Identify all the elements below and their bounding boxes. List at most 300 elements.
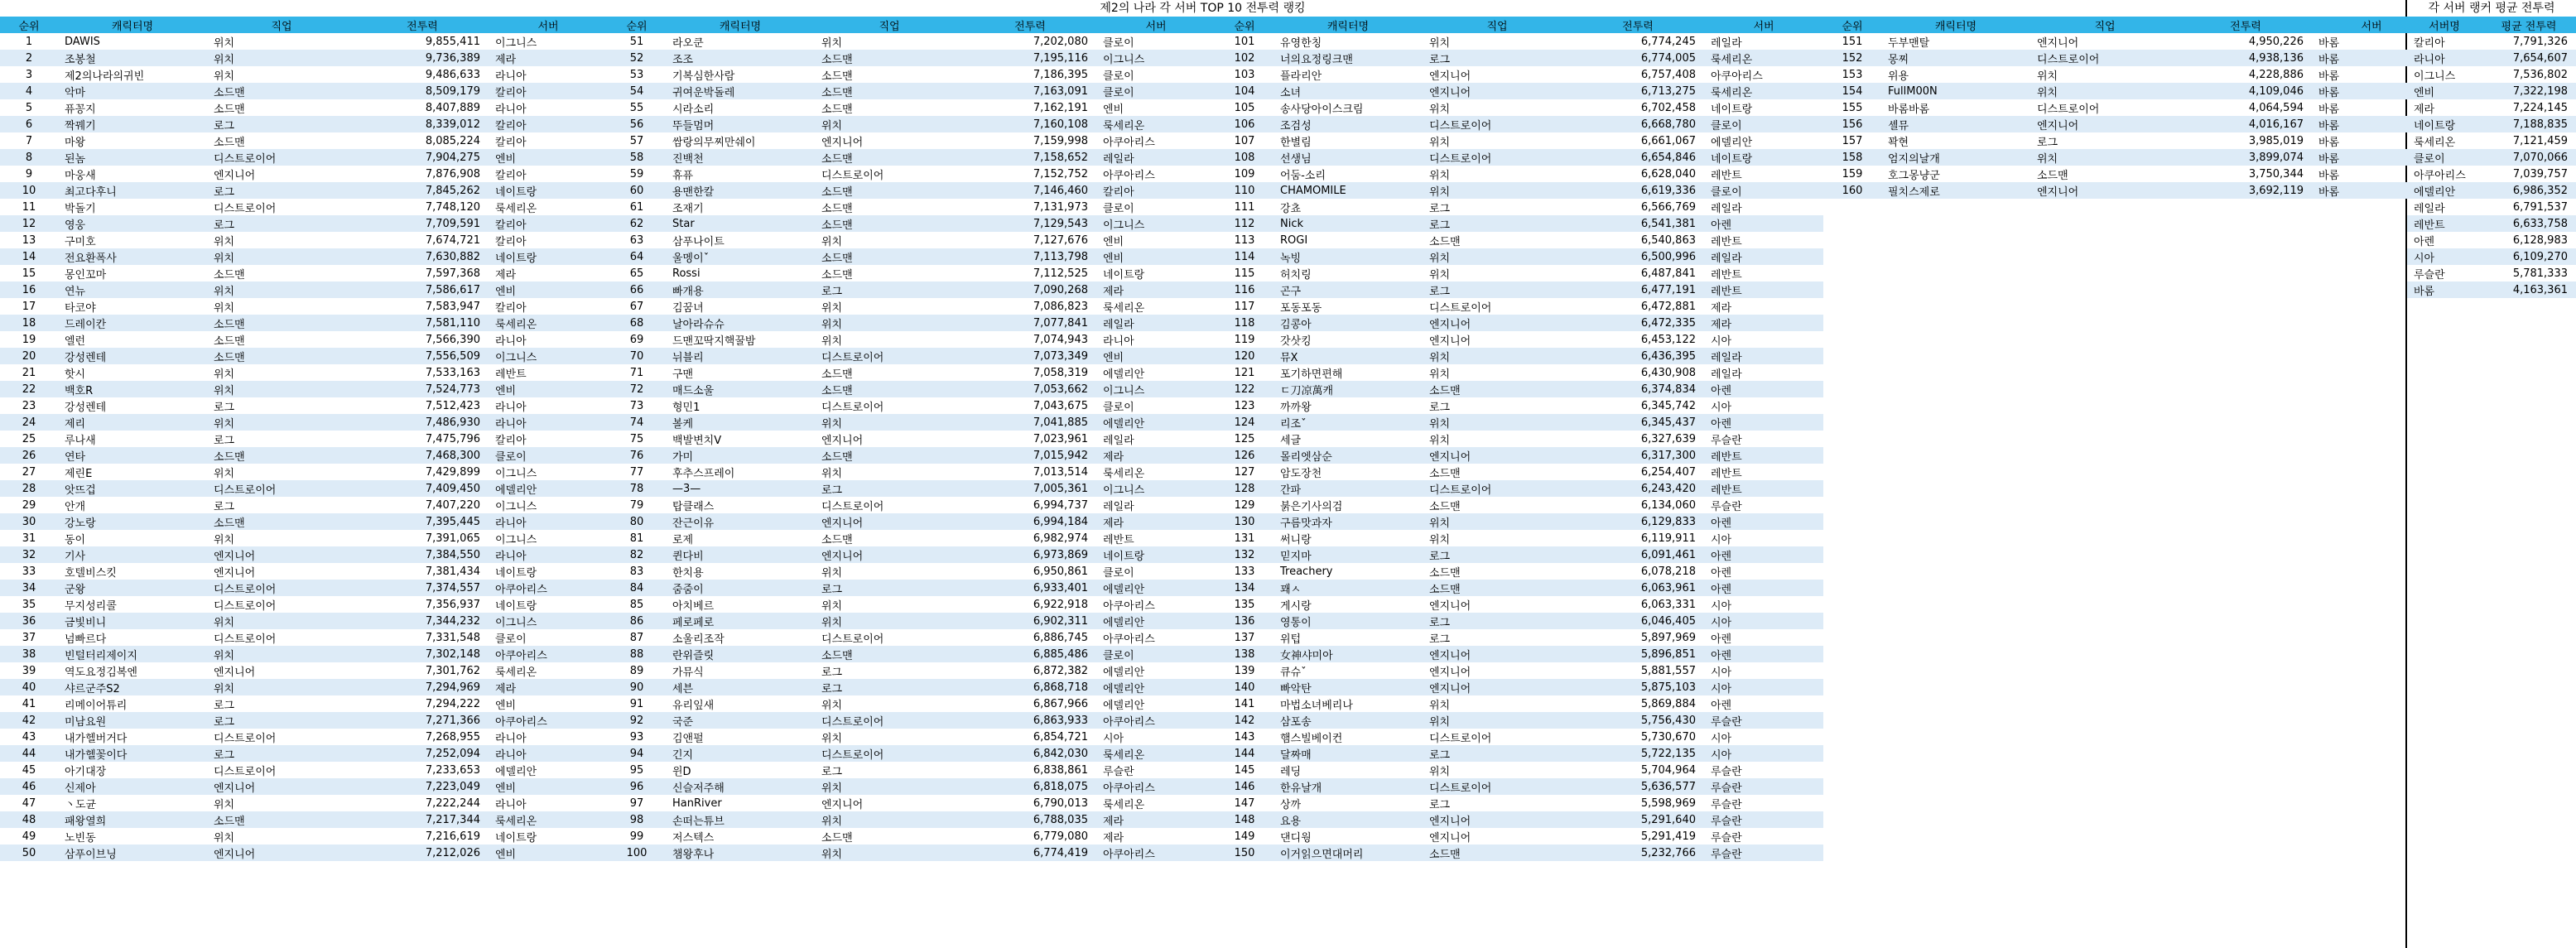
table-row [1216, 83, 1823, 99]
table-row [1216, 315, 1823, 331]
average-power-cell: 7,188,835 [2482, 116, 2576, 132]
class-cell: 디스트로이어 [815, 348, 964, 364]
character-name-cell: 제린E [65, 467, 93, 480]
character-name-cell: 울멩이ˇ [666, 248, 815, 265]
rank-cell: 76 [608, 447, 666, 464]
power-cell: 7,486,930 [356, 414, 489, 431]
table-row [1216, 182, 1823, 199]
class-cell: 소드맨 [821, 831, 853, 845]
power-cell: 7,301,762 [425, 664, 480, 677]
rank-cell: 120 [1216, 348, 1274, 364]
server-name-cell: 칼리아 [2414, 36, 2445, 50]
table-row [1216, 232, 1823, 248]
rank-cell: 21 [22, 366, 36, 379]
power-cell: 5,291,640 [1572, 811, 1704, 828]
rank-cell: 147 [1234, 796, 1255, 810]
server-cell: 엔비 [1096, 348, 1216, 364]
rank-cell: 28 [0, 480, 58, 497]
rank-cell: 75 [629, 432, 644, 445]
table-row [2407, 66, 2576, 83]
server-cell: 시아 [1704, 745, 1823, 762]
server-cell: 루슬란 [1711, 798, 1742, 811]
class-cell: 디스트로이어 [207, 580, 356, 596]
class-cell: 디스트로이어 [821, 169, 884, 182]
table-row [0, 66, 608, 83]
character-name-cell: 신제아 [58, 778, 207, 795]
rank-cell: 99 [629, 830, 644, 843]
power-cell: 6,668,780 [1572, 116, 1704, 132]
table-row [0, 795, 608, 811]
server-cell: 바롬 [2318, 169, 2340, 182]
character-name-cell: 조검성 [1274, 116, 1423, 132]
average-power-cell: 7,070,066 [2482, 149, 2576, 166]
rank-cell: 35 [22, 598, 36, 611]
power-cell: 6,867,966 [1033, 697, 1088, 710]
class-cell: 위치 [821, 467, 843, 480]
class-cell: 디스트로이어 [1429, 732, 1492, 745]
server-average-table [2407, 17, 2576, 298]
rank-cell: 36 [0, 613, 58, 629]
class-cell: 위치 [214, 368, 235, 381]
class-cell: 엔지니어 [1423, 646, 1572, 662]
power-cell: 7,015,942 [964, 447, 1096, 464]
class-header: 직업 [1423, 17, 1572, 33]
character-name-cell: 라오쿤 [672, 36, 704, 50]
character-name-cell: 긴지 [666, 745, 815, 762]
character-name-cell: 너의요정링크맨 [1274, 50, 1423, 66]
class-cell: 디스트로이어 [2030, 50, 2179, 66]
table-row [2407, 215, 2576, 232]
class-cell: 위치 [214, 467, 235, 480]
server-cell: 클로이 [1103, 70, 1134, 83]
character-name-cell: 호그몽냥군 [1888, 169, 1940, 182]
server-cell: 제라 [1711, 301, 1732, 315]
table-row [0, 397, 608, 414]
table-row [608, 116, 1216, 132]
server-cell: 클로이 [1096, 83, 1216, 99]
power-cell: 3,985,019 [2248, 134, 2304, 147]
rank-cell: 42 [0, 712, 58, 729]
table-row [608, 662, 1216, 679]
character-name-cell: 삼푸나이트 [672, 235, 725, 248]
rank-cell: 111 [1234, 200, 1255, 214]
power-cell: 5,232,766 [1572, 845, 1704, 861]
class-cell: 위치 [815, 414, 964, 431]
class-cell: 로그 [214, 500, 235, 513]
server-cell: 레반트 [1711, 169, 1742, 182]
table-row [0, 513, 608, 530]
table-row [608, 530, 1216, 546]
class-cell: 소드맨 [821, 202, 853, 215]
server-cell: 아렌 [1704, 381, 1823, 397]
power-cell: 6,134,060 [1640, 498, 1696, 512]
table-row [0, 149, 608, 166]
character-name-cell: 박돌기 [65, 202, 96, 215]
server-cell: 칼리아 [495, 136, 527, 149]
server-cell: 아렌 [1704, 513, 1823, 530]
character-name-cell: 세글 [1280, 434, 1302, 447]
table-row [1216, 364, 1823, 381]
power-cell: 7,090,268 [964, 282, 1096, 298]
table-row [0, 364, 608, 381]
table-row [0, 580, 608, 596]
class-cell: 위치 [2030, 83, 2179, 99]
class-cell: 위치 [1423, 348, 1572, 364]
server-cell: 아렌 [1711, 633, 1732, 646]
server-cell: 바롬 [2312, 83, 2431, 99]
rank-cell: 58 [608, 149, 666, 166]
rank-cell: 107 [1234, 134, 1255, 147]
server-cell: 엔비 [1103, 103, 1124, 116]
server-name-cell: 바롬 [2407, 282, 2482, 298]
character-name-cell: 볼케 [666, 414, 815, 431]
rank-cell: 67 [629, 300, 644, 313]
rank-cell: 118 [1216, 315, 1274, 331]
power-cell: 7,845,262 [356, 182, 489, 199]
table-row [1216, 778, 1823, 795]
character-name-cell: Rossi [672, 267, 701, 280]
table-row [0, 546, 608, 563]
server-cell: 엔비 [489, 845, 608, 861]
server-cell: 시아 [1711, 599, 1732, 613]
class-cell: 디스트로이어 [1429, 301, 1492, 315]
server-cell: 이그니스 [495, 500, 537, 513]
power-cell: 6,046,405 [1572, 613, 1704, 629]
rank-cell: 18 [0, 315, 58, 331]
server-cell: 루슬란 [1704, 778, 1823, 795]
rank-cell: 59 [629, 167, 644, 180]
character-name-cell: 진백천 [666, 149, 815, 166]
header-row [1823, 17, 2431, 33]
character-name-cell: 구맨 [672, 368, 694, 381]
rank-cell: 106 [1216, 116, 1274, 132]
rank-cell: 112 [1216, 215, 1274, 232]
server-cell: 레일라 [1096, 315, 1216, 331]
ranking-table-2 [608, 17, 1216, 861]
character-name-cell: 조조 [666, 50, 815, 66]
server-cell: 바롬 [2318, 103, 2340, 116]
power-cell: 7,374,557 [356, 580, 489, 596]
class-cell: 로그 [821, 666, 843, 679]
rank-cell: 92 [608, 712, 666, 729]
power-cell: 6,063,961 [1572, 580, 1704, 596]
rank-cell: 65 [629, 267, 644, 280]
power-cell: 7,113,798 [964, 248, 1096, 265]
rank-cell: 145 [1234, 763, 1255, 777]
power-header: 전투력 [964, 17, 1096, 33]
class-cell: 디스트로이어 [1423, 149, 1572, 166]
server-cell: 제라 [1103, 831, 1124, 845]
rank-cell: 40 [0, 679, 58, 695]
server-cell: 에델리안 [1103, 666, 1145, 679]
table-row [608, 315, 1216, 331]
class-cell: 위치 [207, 50, 356, 66]
average-power-cell: 6,128,983 [2512, 233, 2568, 247]
table-row [0, 431, 608, 447]
power-cell: 7,053,662 [964, 381, 1096, 397]
server-average-title: 각 서버 랭커 평균 전투력 [2428, 2, 2555, 15]
server-cell: 네이트랑 [495, 566, 537, 580]
table-row [1216, 464, 1823, 480]
rank-cell: 79 [629, 498, 644, 512]
power-cell: 7,748,120 [425, 200, 480, 214]
class-cell: 엔지니어 [1423, 447, 1572, 464]
class-cell: 엔지니어 [1429, 70, 1471, 83]
rank-cell: 4 [0, 83, 58, 99]
power-cell: 7,163,091 [964, 83, 1096, 99]
server-cell: 네이트랑 [1103, 268, 1145, 282]
rank-cell: 91 [629, 697, 644, 710]
class-cell: 위치 [821, 301, 843, 315]
rank-cell: 159 [1842, 167, 1863, 180]
name-header: 캐릭터명 [58, 17, 207, 33]
server-name-cell: 시아 [2407, 248, 2482, 265]
rank-cell: 1 [25, 35, 33, 48]
rank-cell: 53 [629, 68, 644, 81]
server-cell: 엔비 [489, 778, 608, 795]
character-name-cell: CHAMOMILE [1274, 182, 1423, 199]
power-cell: 7,586,617 [356, 282, 489, 298]
table-row [1216, 795, 1823, 811]
power-cell: 6,950,861 [1033, 565, 1088, 578]
table-row [0, 132, 608, 149]
character-name-cell: 연뉴 [58, 282, 207, 298]
character-name-cell: 로제 [672, 533, 694, 546]
server-cell: 제라 [489, 50, 608, 66]
class-cell: 위치 [2030, 149, 2179, 166]
class-cell: 소드맨 [207, 447, 356, 464]
server-cell: 라니아 [495, 334, 527, 348]
character-name-cell: 동이 [65, 533, 86, 546]
server-cell: 에델리안 [1096, 679, 1216, 695]
character-name-cell: 루나새 [65, 434, 96, 447]
character-name-cell: 패왕열희 [58, 811, 207, 828]
server-cell: 칼리아 [1096, 182, 1216, 199]
server-cell: 루슬란 [1711, 831, 1742, 845]
table-row [1216, 729, 1823, 745]
power-cell: 6,842,030 [964, 745, 1096, 762]
server-cell: 라니아 [489, 513, 608, 530]
rank-cell: 52 [608, 50, 666, 66]
table-row [0, 828, 608, 845]
rank-cell: 71 [629, 366, 644, 379]
class-header: 직업 [815, 17, 964, 33]
server-cell: 레일라 [1711, 202, 1742, 215]
rank-cell: 11 [22, 200, 36, 214]
character-name-cell: 소울리조작 [672, 633, 725, 646]
character-name-cell: 강성렌테 [65, 401, 107, 414]
rank-cell: 153 [1842, 68, 1863, 81]
server-cell: 루슬란 [1704, 712, 1823, 729]
rank-cell: 72 [608, 381, 666, 397]
table-row [0, 712, 608, 729]
server-header: 서버 [489, 17, 608, 33]
table-row [2407, 248, 2576, 265]
power-cell: 7,904,275 [356, 149, 489, 166]
table-row [608, 199, 1216, 215]
table-row [1216, 613, 1823, 629]
class-cell: 디스트로이어 [2037, 103, 2100, 116]
table-row [0, 381, 608, 397]
class-cell: 엔지니어 [815, 546, 964, 563]
rank-cell: 17 [22, 300, 36, 313]
server-name-cell: 레반트 [2407, 215, 2482, 232]
class-cell: 디스트로이어 [1423, 480, 1572, 497]
table-row [0, 50, 608, 66]
class-cell: 위치 [821, 732, 843, 745]
table-row [0, 414, 608, 431]
ranking-table-1 [0, 17, 608, 861]
rank-cell: 160 [1823, 182, 1881, 199]
rank-cell: 32 [0, 546, 58, 563]
server-cell: 칼리아 [489, 116, 608, 132]
table-row [608, 596, 1216, 613]
character-name-cell: 강쵸 [1280, 202, 1302, 215]
rank-cell: 144 [1216, 745, 1274, 762]
class-cell: 위치 [815, 613, 964, 629]
character-name-cell: 포기하면편해 [1280, 368, 1343, 381]
class-cell: 엔지니어 [1429, 599, 1471, 613]
server-header: 서버 [1096, 17, 1216, 33]
server-cell: 제라 [489, 679, 608, 695]
character-name-cell: 몽찌 [1881, 50, 2030, 66]
class-cell: 소드맨 [815, 83, 964, 99]
server-cell: 시아 [1103, 732, 1124, 745]
power-cell: 4,064,594 [2248, 101, 2304, 114]
character-name-cell: 丶도균 [65, 798, 97, 811]
class-cell: 엔지니어 [214, 566, 256, 580]
server-cell: 칼리아 [495, 434, 527, 447]
rank-cell: 109 [1234, 167, 1255, 180]
character-name-cell: 조재기 [672, 202, 704, 215]
server-name-cell: 아쿠아리스 [2414, 169, 2466, 182]
character-name-cell: 까까왕 [1280, 401, 1312, 414]
table-row [1216, 563, 1823, 580]
class-cell: 소드맨 [207, 811, 356, 828]
table-row [608, 414, 1216, 431]
class-cell: 소드맨 [815, 646, 964, 662]
table-row [608, 762, 1216, 778]
server-cell: 룩세리온 [1704, 50, 1823, 66]
table-row [608, 563, 1216, 580]
table-row [2407, 116, 2576, 132]
table-row [1216, 50, 1823, 66]
power-cell: 7,202,080 [1033, 35, 1088, 48]
class-cell: 위치 [214, 235, 235, 248]
server-cell: 클로이 [489, 447, 608, 464]
class-cell: 디스트로이어 [214, 633, 277, 646]
average-power-cell: 6,109,270 [2482, 248, 2576, 265]
rank-cell: 123 [1234, 399, 1255, 412]
power-cell: 6,779,080 [1033, 830, 1088, 843]
table-row [608, 348, 1216, 364]
power-cell: 7,581,110 [356, 315, 489, 331]
table-row [0, 729, 608, 745]
server-name-cell: 에델리안 [2407, 182, 2482, 199]
server-cell: 에델리안 [1103, 699, 1145, 712]
class-cell: 로그 [1429, 798, 1451, 811]
character-name-cell: 빈털터리제이지 [58, 646, 207, 662]
server-cell: 클로이 [1704, 116, 1823, 132]
power-cell: 7,086,823 [1033, 300, 1088, 313]
character-name-cell: —3— [666, 480, 815, 497]
server-cell: 이그니스 [495, 36, 537, 50]
class-cell: 위치 [1429, 533, 1451, 546]
rank-cell: 60 [608, 182, 666, 199]
rank-cell: 88 [608, 646, 666, 662]
rank-cell: 51 [629, 35, 644, 48]
power-cell: 7,468,300 [356, 447, 489, 464]
table-row [2407, 182, 2576, 199]
table-row [608, 828, 1216, 845]
power-cell: 6,472,881 [1640, 300, 1696, 313]
table-row [1216, 580, 1823, 596]
class-cell: 소드맨 [1423, 845, 1572, 861]
rank-cell: 156 [1823, 116, 1881, 132]
power-cell: 7,876,908 [425, 167, 480, 180]
table-row [608, 397, 1216, 414]
power-cell: 7,674,721 [425, 233, 480, 247]
rank-cell: 7 [25, 134, 33, 147]
power-cell: 7,391,065 [425, 532, 480, 545]
power-cell: 6,902,311 [964, 613, 1096, 629]
character-name-cell: 샤르군주S2 [58, 679, 207, 695]
character-name-cell: ㄷ刀凉萬캐 [1274, 381, 1423, 397]
table-row [608, 265, 1216, 282]
server-cell: 아렌 [1704, 580, 1823, 596]
table-row [1823, 33, 2431, 50]
power-cell: 7,131,973 [1033, 200, 1088, 214]
table-row [1216, 530, 1823, 546]
table-row [2407, 282, 2576, 298]
table-row [0, 33, 608, 50]
class-cell: 위치 [1429, 368, 1451, 381]
power-cell: 7,013,514 [1033, 465, 1088, 479]
rank-cell: 87 [629, 631, 644, 644]
server-cell: 칼리아 [495, 301, 527, 315]
class-cell: 위치 [214, 301, 235, 315]
table-row [1216, 629, 1823, 646]
rank-cell: 139 [1234, 664, 1255, 677]
power-cell: 7,159,998 [1033, 134, 1088, 147]
power-cell: 7,212,026 [356, 845, 489, 861]
character-name-cell: 금빛비니 [58, 613, 207, 629]
table-row [1216, 662, 1823, 679]
server-cell: 룩세리온 [495, 202, 537, 215]
server-cell: 네이트랑 [495, 831, 537, 845]
table-row [0, 646, 608, 662]
class-cell: 로그 [207, 215, 356, 232]
character-name-cell: DAWIS [65, 35, 100, 48]
rank-cell: 101 [1234, 35, 1255, 48]
table-row [2407, 50, 2576, 66]
character-name-cell: 쌈랑의무찌만쉐이 [672, 136, 756, 149]
power-cell: 6,774,005 [1572, 50, 1704, 66]
rank-cell: 150 [1216, 845, 1274, 861]
table-row [1216, 447, 1823, 464]
class-cell: 위치 [214, 36, 235, 50]
server-cell: 에델리안 [1096, 414, 1216, 431]
character-name-cell: 김콩아 [1274, 315, 1423, 331]
table-row [1216, 546, 1823, 563]
table-row [608, 497, 1216, 513]
power-cell: 7,409,450 [356, 480, 489, 497]
class-cell: 위치 [821, 599, 843, 613]
server-cell: 클로이 [1103, 401, 1134, 414]
class-cell: 엔지니어 [821, 136, 864, 149]
rank-cell: 102 [1216, 50, 1274, 66]
table-row [0, 282, 608, 298]
